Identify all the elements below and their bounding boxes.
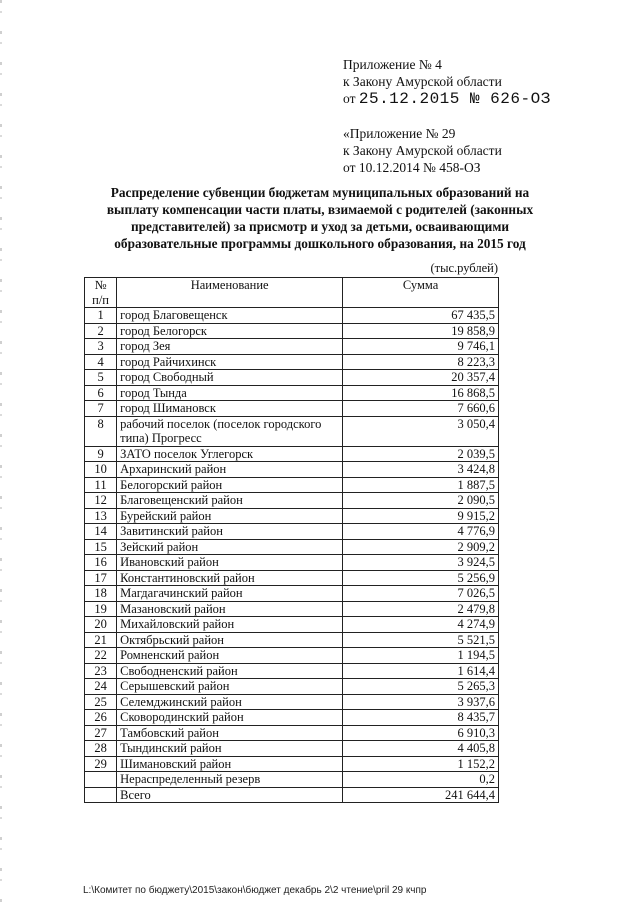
row-name: Белогорский район [117,477,343,493]
row-number: 29 [85,756,117,772]
row-number [85,772,117,788]
row-name: Сковородинский район [117,710,343,726]
table-row [85,416,499,446]
row-name: Магдагачинский район [117,586,343,602]
row-sum: 1 194,5 [343,648,499,664]
row-sum: 67 435,5 [343,308,499,324]
row-sum: 1 887,5 [343,477,499,493]
row-number: 3 [85,339,117,355]
amended-appendix-number: «Приложение № 29 [343,126,456,141]
table-row [85,555,499,571]
row-sum: 3 924,5 [343,555,499,571]
table-row [85,524,499,540]
row-sum: 7 026,5 [343,586,499,602]
table-row [85,663,499,679]
table-row [85,493,499,509]
row-number: 11 [85,477,117,493]
row-sum: 20 357,4 [343,370,499,386]
row-name: Архаринский район [117,462,343,478]
row-sum: 2 039,5 [343,446,499,462]
table-row [85,632,499,648]
row-name: Зейский район [117,539,343,555]
row-name: Ромненский район [117,648,343,664]
row-name: Михайловский район [117,617,343,633]
row-number: 22 [85,648,117,664]
row-name: Тындинский район [117,741,343,757]
row-number: 13 [85,508,117,524]
row-number: 8 [85,416,117,446]
row-sum: 3 050,4 [343,416,499,446]
table-row [85,741,499,757]
table-row [85,679,499,695]
amended-appendix-header [343,125,502,176]
row-name: Мазановский район [117,601,343,617]
row-number: 6 [85,385,117,401]
units-label: (тыс.рублей) [430,261,498,275]
row-name: Свободненский район [117,663,343,679]
row-sum: 0,2 [343,772,499,788]
table-row [85,508,499,524]
table-row [85,385,499,401]
row-number: 10 [85,462,117,478]
row-sum: 8 435,7 [343,710,499,726]
row-name: город Свободный [117,370,343,386]
appendix-date-stamp: 25.12.2015 № 626-ОЗ [358,90,551,108]
row-number: 26 [85,710,117,726]
row-number: 23 [85,663,117,679]
row-name: город Зея [117,339,343,355]
row-name: город Белогорск [117,323,343,339]
row-sum: 9 746,1 [343,339,499,355]
row-sum: 16 868,5 [343,385,499,401]
row-name: Ивановский район [117,555,343,571]
row-sum: 2 479,8 [343,601,499,617]
appendix-date-prefix: от [343,91,359,106]
table-header-row [85,278,499,308]
row-name: Завитинский район [117,524,343,540]
table-row [85,339,499,355]
row-name: ЗАТО поселок Углегорск [117,446,343,462]
row-name: город Шимановск [117,401,343,417]
row-sum: 4 405,8 [343,741,499,757]
row-number: 12 [85,493,117,509]
table-row [85,601,499,617]
table-row [85,617,499,633]
table-row [85,323,499,339]
row-sum: 6 910,3 [343,725,499,741]
table-row [85,725,499,741]
row-number: 9 [85,446,117,462]
row-name: Бурейский район [117,508,343,524]
row-name: рабочий поселок (поселок городского типа) Прогресс [117,416,343,446]
table-total-row [85,787,499,803]
document-title: Распределение субвенции бюджетам муниципальных образований на выплату компенсации части платы, взимаемой с родителей (законных представителей) за присмотр и уход за детьми, осваивающими образовательные программы дошкольного образования, на 2015 год [106,185,534,251]
row-sum: 1 614,4 [343,663,499,679]
table-row [85,772,499,788]
appendix-law: к Закону Амурской области [343,74,502,89]
row-number [85,787,117,803]
row-name: Серышевский район [117,679,343,695]
table-row [85,570,499,586]
appendix-header [343,56,551,108]
row-sum: 241 644,4 [343,787,499,803]
table-row [85,756,499,772]
table-row [85,648,499,664]
row-name: Константиновский район [117,570,343,586]
row-number: 16 [85,555,117,571]
appendix-number: Приложение № 4 [343,57,442,72]
row-name: Шимановский район [117,756,343,772]
header-name: Наименование [117,278,343,308]
scan-edge-artifact [0,0,2,905]
row-name: Октябрьский район [117,632,343,648]
row-number: 27 [85,725,117,741]
table-row [85,539,499,555]
row-number: 5 [85,370,117,386]
table-row [85,586,499,602]
row-sum: 3 937,6 [343,694,499,710]
row-sum: 19 858,9 [343,323,499,339]
row-sum: 3 424,8 [343,462,499,478]
row-sum: 9 915,2 [343,508,499,524]
row-sum: 4 776,9 [343,524,499,540]
table-row [85,446,499,462]
row-sum: 7 660,6 [343,401,499,417]
row-sum: 1 152,2 [343,756,499,772]
row-number: 1 [85,308,117,324]
header-sum: Сумма [343,278,499,308]
row-number: 19 [85,601,117,617]
distribution-table [84,277,499,803]
row-number: 4 [85,354,117,370]
file-path-footer: L:\Комитет по бюджету\2015\закон\бюджет декабрь 2\2 чтение\pril 29 кчпр [83,885,427,896]
row-name: Всего [117,787,343,803]
table-row [85,462,499,478]
row-number: 21 [85,632,117,648]
row-name: город Тында [117,385,343,401]
table-row [85,354,499,370]
table-row [85,694,499,710]
table-body [85,308,499,803]
row-sum: 2 909,2 [343,539,499,555]
row-number: 17 [85,570,117,586]
row-number: 14 [85,524,117,540]
row-name: Благовещенский район [117,493,343,509]
row-number: 18 [85,586,117,602]
header-number: № п/п [85,278,117,308]
row-name: Тамбовский район [117,725,343,741]
row-number: 24 [85,679,117,695]
row-sum: 5 521,5 [343,632,499,648]
row-sum: 5 256,9 [343,570,499,586]
table-row [85,710,499,726]
row-number: 28 [85,741,117,757]
row-name: город Благовещенск [117,308,343,324]
row-name: Нераспределенный резерв [117,772,343,788]
table-row [85,308,499,324]
amended-appendix-law: к Закону Амурской области [343,143,502,158]
row-number: 2 [85,323,117,339]
row-name: Селемджинский район [117,694,343,710]
table-row [85,370,499,386]
row-sum: 2 090,5 [343,493,499,509]
row-number: 20 [85,617,117,633]
appendix-date-line [343,90,551,108]
table-row [85,401,499,417]
row-number: 15 [85,539,117,555]
row-sum: 4 274,9 [343,617,499,633]
row-sum: 8 223,3 [343,354,499,370]
row-number: 7 [85,401,117,417]
amended-appendix-date: от 10.12.2014 № 458-ОЗ [343,160,481,175]
table-row [85,477,499,493]
row-sum: 5 265,3 [343,679,499,695]
row-name: город Райчихинск [117,354,343,370]
row-number: 25 [85,694,117,710]
